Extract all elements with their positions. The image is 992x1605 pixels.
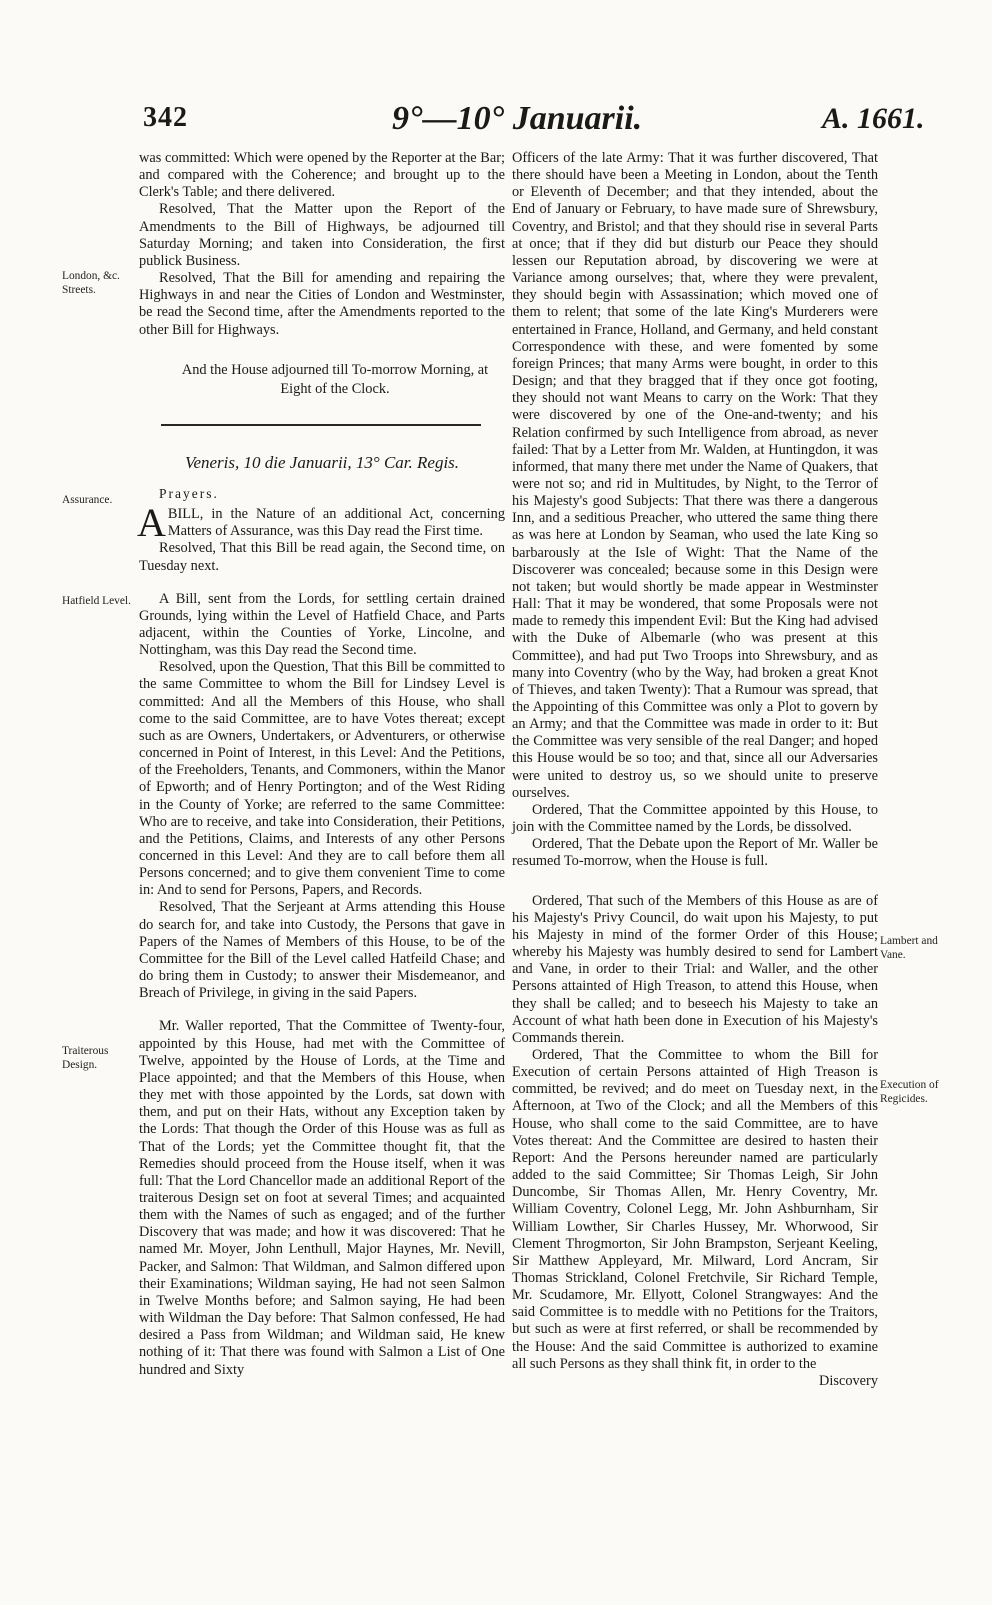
page-date-heading: 9°—10° Januarii. xyxy=(392,100,643,137)
page-year: A. 1661. xyxy=(822,102,925,135)
margin-note-hatfield: Hatfield Level. xyxy=(62,595,131,607)
section-divider xyxy=(161,424,481,426)
margin-note-lambert-vane: Lambert and Vane. xyxy=(880,935,938,961)
prayers-heading: Prayers. xyxy=(159,485,219,501)
paragraph: Ordered, That the Committee to whom the Bill for Execution of certain Persons attainted of High Treason is committed, be revived; and do meet on Tuesday next, in the Afternoon, at Two of the Clock; and all the Members of this House, who shall come to the said Committee, are to have Votes thereat: And the Committee are desired to hasten their Report: And the Persons hereunder named are particularly added to the said Committee; Sir Thomas Leigh, Sir John Duncombe, Sir Thomas Allen, Mr. Henry Coventry, Mr. William Coventry, Colonel Legg, Mr. John Ashburnham, Sir William Lowther, Sir Charles Hussey, Mr. Whorwood, Sir Clement Throgmorton, Sir John Brampston, Serjeant Keeling, Sir Matthew Appleyard, Mr. Milward, Lord Ancram, Sir Thomas Strickland, Colonel Fretchvile, Sir Richard Temple, Mr. Scudamore, Mr. Ellyott, Colonel Strangwayes: And the said Committee is to meddle with no Petitions for the Traitors, but such as were at first referred, or shall be recommended by the House: And the said Committee is authorized to examine all such Persons as they shall think fit, in order to the xyxy=(512,1046,878,1372)
paragraph: Resolved, upon the Question, That this Bill be committed to the same Committee to whom the Bill for Lindsey Level is committed: And all the Members of this House, who shall come to the said Committee, are to have Votes thereat; except such as are Owners, Undertakers, or Adventurers, or otherwise concerned in Point of Interest, in this Level: And the Petitions, of the Freeholders, Tenants, and Commoners, within the Manor of Epworth; and of Henry Portington; and of the West Riding in the County of Yorke; are referred to the same Committee: Who are to receive, and take into Consideration, their Petitions, and the Petitions, Claims, and Interests of any other Persons concerned in this Level: And they are to call before them all Persons concerned; and to give them convenient Time to come in: And to send for Persons, Papers, and Records. xyxy=(139,659,505,899)
drop-cap: A xyxy=(137,500,166,546)
paragraph: A Bill, sent from the Lords, for settling certain drained Grounds, lying within the Level of Hatfield Chace, and Parts adjacent, within the Counties of Yorke, Lincolne, and Nottingham, was this Day read the Second time. xyxy=(139,590,505,659)
paragraph: Ordered, That the Debate upon the Report of Mr. Waller be resumed To-morrow, when the House is full. xyxy=(512,836,878,870)
margin-note-traiterous: Traiterous Design. xyxy=(62,1045,109,1071)
paragraph: Mr. Waller reported, That the Committee of Twenty-four, appointed by this House, had met with the Committee of Twelve, appointed by the House of Lords, at the Time and Place appointed; and that the Members of this House, when they met with those appointed by the Lords, sat down with them, and put on their Hats, without any Exception taken by the Lords: That though the Order of this House was as full as That of the Lords; yet the Committee thought fit, that the Remedies should proceed from the House itself, when it was full: That the Lord Chancellor made an additional Report of the traiterous Design set on foot at several Times; and acquainted them with the Names of such as engaged; and of the further Discovery that was made; and how it was discovered: That he named Mr. Moyer, John Lenthull, Major Haynes, Mr. Nevill, Packer, and Salmon: That Wildman, and Salmon differed upon their Examinations; Wildman saying, He had not seen Salmon in Twelve Months before; and Salmon saying, He had been with Wildman the Day before: That Salmon confessed, He had desired a Pass from Wildman; and Wildman said, He knew nothing of it: That there was found with Salmon a List of One hundred and Sixty xyxy=(139,1018,505,1378)
margin-note-assurance: Assurance. xyxy=(62,494,113,506)
day-heading: Veneris, 10 die Januarii, 13° Car. Regis. xyxy=(184,452,460,472)
catchword: Discovery xyxy=(819,1372,878,1389)
page-number: 342 xyxy=(143,102,188,133)
paragraph: Resolved, That the Matter upon the Report of the Amendments to the Bill of Highways, be adjourned till Saturday Morning; and taken into Consideration, the first publick Business. xyxy=(139,201,505,269)
paragraph: Resolved, That this Bill be read again, the Second time, on Tuesday next. xyxy=(139,540,505,574)
left-column xyxy=(139,150,505,1379)
margin-note-execution: Execution of Regicides. xyxy=(880,1079,939,1105)
paragraph: ABILL, in the Nature of an additional Act, concerning Matters of Assurance, was this Day read the First time. xyxy=(137,500,505,546)
margin-note-london-streets: London, &c. Streets. xyxy=(62,270,120,296)
paragraph: Officers of the late Army: That it was further discovered, That there should have been a Meeting in London, about the Tenth or Eleventh of December; and that they intended, about the End of January or February, to have made sure of Shrewsbury, Coventry, and Bristol; and that they should rise in several Parts at once; that if they did but disturb our Peace they should lessen our Reputation abroad, by discovering we were at Variance among ourselves; that, where they were prevalent, they should begin with Assassination; which moved one of them to relent; that some of the late King's Murderers were entertained in France, Holland, and Germany, and held constant Correspondence with these, and were fomented by some foreign Princes; that many Arms were bought, in order to this Design; and that they bragged that if they once got footing, they should not want Means to carry on the Work: That they were discovered by one of the One-and-twenty; and his Relation confirmed by such Intelligence from abroad, as never failed: That by a Letter from Mr. Walden, at Huntingdon, it was informed, that many there met under the Name of Quakers, that were not so; and rid in Multitudes, by Night, to the Terror of his Majesty's good Subjects: That there was there a dangerous Inn, and a seditious Preacher, who uttered the same thing there as was here at London by Seaman, who used the late King so barbarously at the Isle of Wight: That the Name of the Discoverer was concealed; because some in this Design were not taken; but would shortly be made appear in Westminster Hall: That it may be wondered, that some Proposals were not made to remedy this impendent Evil: But the King had advised with the Duke of Albemarle (who was present at this Committee), and had put Two Troops into Shrewsbury, and as many into Coventry (who by the Way, had broken a great Knot of Thieves, and taken Twenty): That a Rumour was spread, that the Appointing of this Committee was only a Plot to govern by an Army; and that the Committee was made in order to it: But the Committee was very sensible of the real Danger; and hoped this House would be so too; and that, since all our Adversaries were united to destroy us, so we should unite to preserve ourselves. xyxy=(512,150,878,801)
paragraph: Ordered, That such of the Members of this House as are of his Majesty's Privy Council, do wait upon his Majesty, to put his Majesty in mind of the former Order of this House; whereby his Majesty was humbly desired to send for Lambert and Vane, in order to their Trial: and Waller, and the other Persons attainted of High Treason, to attend this House, when they shall be called; and to beseech his Majesty to take an Account of what hath been done in Execution of his Majesty's Commands therein. xyxy=(512,892,878,1046)
adjournment-notice: And the House adjourned till To-morrow Morning, at Eight of the Clock. xyxy=(181,361,489,397)
paragraph: Resolved, That the Serjeant at Arms attending this House do search for, and take into Custody, the Persons that gave in Papers of the Names of Members of this House, to be of the Committee for the Bill of the Level called Hatfeild Chase; and do bring them in Custody; to answer their Misdemeanor, and Breach of Privilege, in giving in the said Papers. xyxy=(139,899,505,1002)
paragraph: was committed: Which were opened by the Reporter at the Bar; and compared with the Coherence; and brought up to the Clerk's Table; and there delivered. xyxy=(139,150,505,201)
paragraph: Resolved, That the Bill for amending and repairing the Highways in and near the Cities of London and Westminster, be read the Second time, after the Amendments reported to the other Bill for Highways. xyxy=(139,270,505,338)
right-column xyxy=(512,150,878,1390)
paragraph: Ordered, That the Committee appointed by this House, to join with the Committee named by the Lords, be dissolved. xyxy=(512,801,878,836)
